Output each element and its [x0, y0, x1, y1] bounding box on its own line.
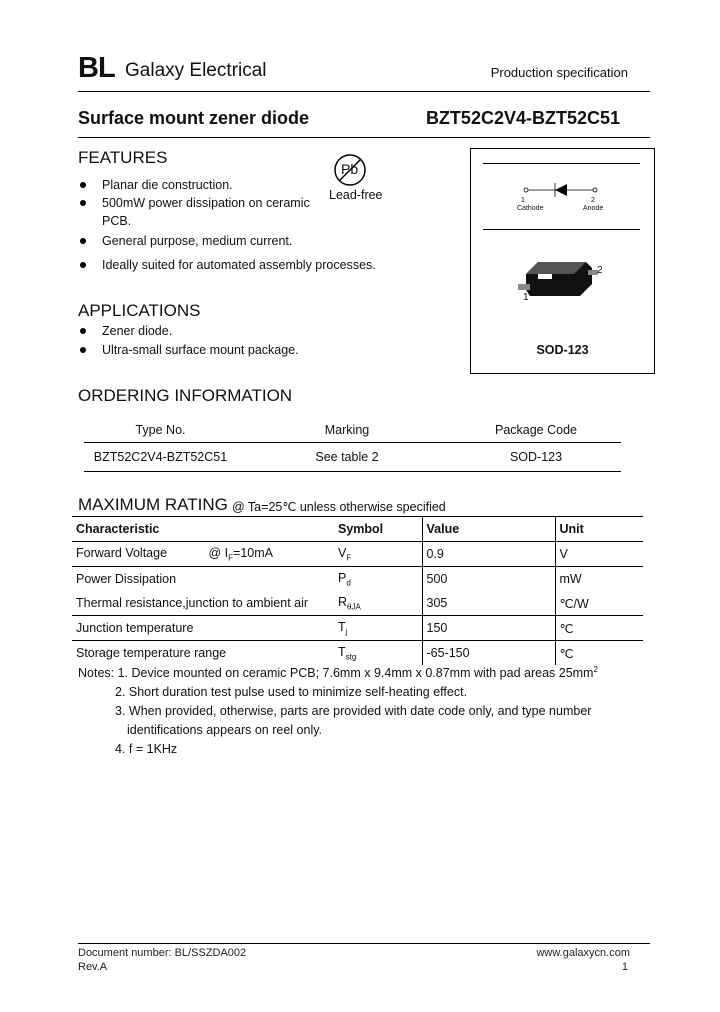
- anode-label: Anode: [583, 205, 604, 212]
- table-cell: ℃/W: [555, 591, 643, 616]
- list-item: PCB.: [102, 214, 132, 228]
- revision: Rev.A: [78, 961, 108, 973]
- max-rating-heading: MAXIMUM RATING: [78, 495, 228, 514]
- table-cell: -65-150: [422, 641, 555, 666]
- column-header: Value: [422, 517, 555, 542]
- table-row: [72, 567, 643, 592]
- diode-symbol-icon: [511, 179, 611, 201]
- table-cell: Storage temperature range: [72, 641, 334, 666]
- table-cell: Junction temperature: [72, 616, 334, 641]
- package-diagram: [470, 148, 655, 374]
- table-cell: Thermal resistance,junction to ambient air: [76, 596, 309, 610]
- table-cell: $R_{\theta JA}$: [338, 594, 361, 612]
- table-cell: SOD-123: [509, 450, 563, 464]
- table-row: [72, 616, 643, 641]
- column-header: Characteristic: [72, 517, 334, 542]
- table-cell: 0.9: [422, 542, 555, 567]
- features-list: [78, 176, 408, 274]
- pin-2-number: 2: [591, 197, 595, 204]
- table-cell: 150: [422, 616, 555, 641]
- column-header: Type No.: [135, 423, 186, 437]
- table-header-row: [72, 517, 643, 542]
- document-status: Production specification: [490, 65, 628, 80]
- table-cell: BZT52C2V4-BZT52C51: [93, 450, 228, 464]
- notes: [78, 660, 598, 759]
- pin-1-number: 1: [521, 197, 525, 204]
- document-number: Document number: BL/SSZDA002: [78, 947, 247, 959]
- list-item: Zener diode.: [78, 322, 438, 340]
- website-link[interactable]: www.galaxycn.com: [536, 947, 630, 959]
- sod123-package-icon: [516, 254, 606, 304]
- column-header: Symbol: [334, 517, 422, 542]
- pb-symbol: Pb: [341, 161, 359, 177]
- footer-divider: [78, 943, 650, 944]
- note-4: 4. f = 1KHz: [115, 742, 178, 757]
- table-cell: See table 2: [315, 450, 379, 464]
- title-divider: [78, 137, 650, 138]
- applications-heading: APPLICATIONS: [78, 301, 201, 320]
- table-row: [78, 443, 621, 471]
- company-name: Galaxy Electrical: [125, 60, 267, 81]
- list-item: 500mW power dissipation on ceramic: [78, 194, 408, 212]
- table-header-row: [78, 418, 621, 442]
- max-rating-table: [72, 516, 643, 665]
- list-item: Ideally suited for automated assembly processes.: [78, 256, 408, 274]
- list-item: General purpose, medium current.: [78, 232, 408, 250]
- column-header: Package Code: [494, 423, 577, 437]
- max-rating-condition: @ Ta=25℃ unless otherwise specified: [232, 500, 446, 514]
- table-cell: Forward Voltage @ $I_F=10mA$: [72, 542, 334, 567]
- table-cell: 500: [422, 567, 555, 592]
- list-item: Ultra-small surface mount package.: [78, 341, 438, 359]
- table-cell: $T_{stg}$: [334, 641, 422, 666]
- package-pin-2: 2: [597, 265, 603, 276]
- document-title: Surface mount zener diode: [78, 108, 310, 128]
- page-number: 1: [621, 961, 628, 973]
- note-3: 3. When provided, otherwise, parts are provided with date code only, and type number: [115, 704, 592, 719]
- features-heading: FEATURES: [78, 148, 168, 167]
- ordering-table: [78, 418, 621, 472]
- part-number-range: BZT52C2V4-BZT52C51: [425, 108, 620, 128]
- table-cell: Power Dissipation: [72, 567, 334, 592]
- column-header: Unit: [555, 517, 643, 542]
- table-cell: $V_F$: [334, 542, 422, 567]
- table-row: [72, 542, 643, 567]
- package-pin-1: 1: [523, 292, 529, 303]
- note-3-continued: identifications appears on reel only.: [127, 723, 323, 738]
- note-2: 2. Short duration test pulse used to minimize self-heating effect.: [115, 685, 468, 700]
- lead-free-label: Lead-free: [329, 188, 383, 202]
- table-cell: 305: [422, 591, 555, 616]
- header-divider: [78, 91, 650, 92]
- table-row: [72, 591, 643, 616]
- table-cell: mW: [555, 567, 643, 592]
- cathode-label: Cathode: [517, 205, 544, 212]
- applications-list: [78, 322, 438, 359]
- company-logo: BL: [78, 52, 115, 84]
- ordering-heading: ORDERING INFORMATION: [78, 386, 293, 405]
- table-cell: ℃: [555, 616, 643, 641]
- table-cell: V: [555, 542, 643, 567]
- table-cell: $P_d$: [334, 567, 422, 592]
- table-cell: $T_j$: [334, 616, 422, 641]
- package-name: SOD-123: [536, 343, 589, 357]
- list-item: Planar die construction.: [78, 176, 408, 194]
- note-1: Notes: 1. Device mounted on ceramic PCB; 7.6mm x 9.4mm x 0.87mm with pad areas $25mm^2$: [78, 665, 598, 681]
- table-cell: ℃: [555, 641, 643, 666]
- column-header: Marking: [324, 423, 370, 437]
